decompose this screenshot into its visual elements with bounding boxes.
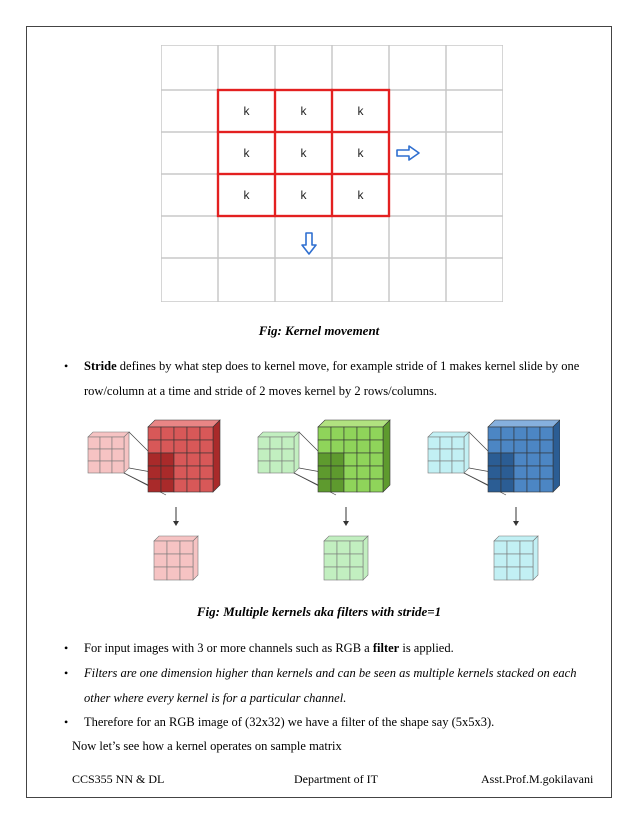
output-grid <box>324 536 368 580</box>
bullet-rgb-shape: Therefore for an RGB image of (32x32) we have a filter of the shape say (5x5x3). <box>84 715 495 729</box>
input-patch <box>258 432 299 473</box>
down-arrow-icon <box>173 507 179 526</box>
kernel-cells <box>218 90 389 216</box>
kernel-cell-label: k <box>300 188 307 202</box>
down-arrow-icon <box>302 233 316 254</box>
footer-department: Department of IT <box>294 772 378 786</box>
bullet-dot: • <box>64 715 69 729</box>
bullet-filter-applied <box>84 639 454 658</box>
filter-cube <box>148 420 220 492</box>
input-patch <box>428 432 469 473</box>
kernel-cell-label: k <box>243 104 250 118</box>
stride-text-line2: row/column at a time and stride of 2 moves kernel by 2 rows/columns. <box>84 384 438 398</box>
filters-figure-caption: Fig: Multiple kernels aka filters with stride=1 <box>196 604 442 619</box>
bullet-1-post: is applied. <box>399 641 454 655</box>
kernel-cell-label: k <box>300 146 307 160</box>
stride-term: Stride <box>84 359 117 373</box>
filter-cube <box>318 420 390 492</box>
kernel-cell-label: k <box>243 188 250 202</box>
stride-paragraph <box>84 357 604 401</box>
kernel-cell-label: k <box>357 104 364 118</box>
bullet-filters-dimension <box>84 664 576 708</box>
filter-group-green <box>258 420 390 580</box>
bullet-2-line2: other where every kernel is for a particular channel. <box>84 691 347 705</box>
bullet-dot: • <box>64 359 69 373</box>
input-patch <box>88 432 129 473</box>
footer-course: CCS355 NN & DL <box>72 772 165 786</box>
filter-group-red <box>88 420 220 580</box>
closing-line: Now let’s see how a kernel operates on sample matrix <box>72 739 342 753</box>
kernel-grid-figure <box>161 45 503 302</box>
kernel-cell-label: k <box>300 104 307 118</box>
bullet-1-pre: For input images with 3 or more channels such as RGB a <box>84 641 373 655</box>
bullet-2-line1: Filters are one dimension higher than kernels and can be seen as multiple kernels stacked on each <box>84 666 577 680</box>
bullet-dot: • <box>64 641 69 655</box>
down-arrow-icon <box>513 507 519 526</box>
filter-cube <box>488 420 560 492</box>
output-grid <box>154 536 198 580</box>
filter-group-blue <box>428 420 560 580</box>
right-arrow-icon <box>397 146 419 160</box>
bullet-1-bold: filter <box>372 641 400 655</box>
output-grid <box>494 536 538 580</box>
kernel-cell-label: k <box>357 188 364 202</box>
bullet-dot: • <box>64 666 69 680</box>
kernel-cell-label: k <box>243 146 250 160</box>
stride-text-line1: defines by what step does to kernel move, for example stride of 1 makes kernel slide by one <box>116 359 580 373</box>
down-arrow-icon <box>343 507 349 526</box>
kernel-figure-caption: Fig: Kernel movement <box>258 323 380 338</box>
filters-figure <box>80 415 560 590</box>
kernel-cell-label: k <box>357 146 364 160</box>
footer-author: Asst.Prof.M.gokilavani <box>481 772 594 786</box>
